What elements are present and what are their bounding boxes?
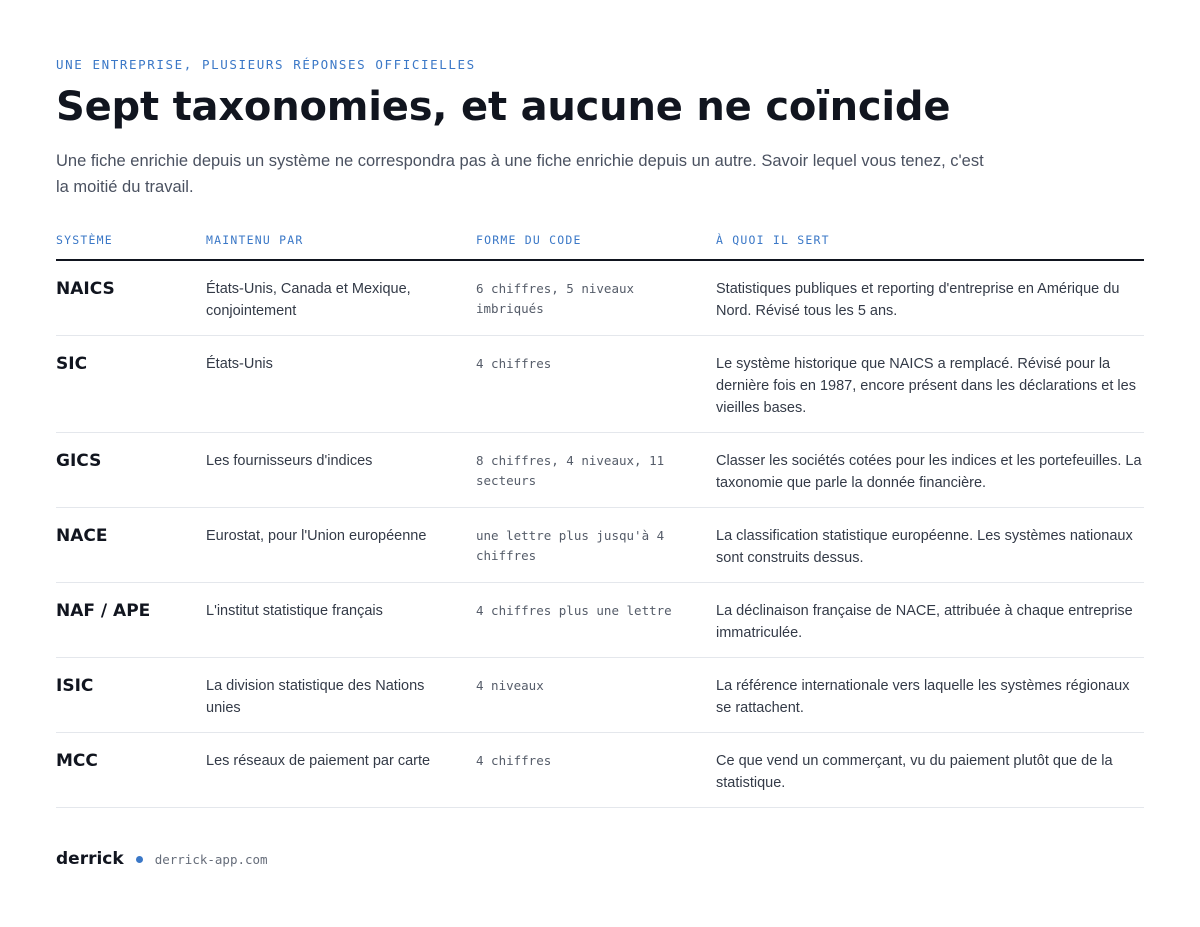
table-row: [56, 336, 1144, 433]
code-format: 4 chiffres plus une lettre: [476, 603, 672, 618]
separator-dot-icon: [136, 856, 143, 863]
maintainer: L'institut statistique français: [206, 603, 383, 619]
table-row: [56, 508, 1144, 583]
purpose: Le système historique que NAICS a remplacé. Révisé pour la dernière fois en 1987, encore présent dans les déclarations et les vieilles bases.: [716, 356, 1136, 416]
purpose: Statistiques publiques et reporting d'entreprise en Amérique du Nord. Révisé tous les 5 ans.: [716, 281, 1120, 319]
purpose: Ce que vend un commerçant, vu du paiement plutôt que de la statistique.: [716, 753, 1113, 791]
footer: [56, 849, 268, 869]
maintainer: La division statistique des Nations unies: [206, 678, 425, 716]
table-row: [56, 433, 1144, 508]
system-name: GICS: [56, 451, 102, 471]
purpose: La référence internationale vers laquelle les systèmes régionaux se rattachent.: [716, 678, 1130, 716]
column-header-code: FORME DU CODE: [476, 233, 582, 247]
system-name: NACE: [56, 526, 108, 546]
column-header-maintainer: MAINTENU PAR: [206, 233, 304, 247]
code-format: 4 niveaux: [476, 678, 544, 693]
code-format: 4 chiffres: [476, 356, 552, 371]
site-url[interactable]: derrick-app.com: [154, 851, 268, 867]
code-format: 4 chiffres: [476, 753, 552, 768]
purpose: Classer les sociétés cotées pour les indices et les portefeuilles. La taxonomie que parle la donnée financière.: [716, 453, 1142, 491]
table-row: [56, 261, 1144, 336]
brand-logo: derrick: [56, 849, 124, 869]
maintainer: Eurostat, pour l'Union européenne: [206, 528, 427, 544]
system-name: MCC: [56, 751, 98, 771]
system-name: SIC: [56, 354, 88, 374]
column-header-system: SYSTÈME: [56, 233, 113, 247]
maintainer: États-Unis, Canada et Mexique, conjointement: [206, 281, 411, 319]
purpose: La classification statistique européenne. Les systèmes nationaux sont construits dessus.: [716, 528, 1133, 566]
eyebrow: UNE ENTREPRISE, PLUSIEURS RÉPONSES OFFICIELLES: [56, 57, 476, 72]
table-row: [56, 658, 1144, 733]
code-format: 6 chiffres, 5 niveaux imbriqués: [476, 281, 635, 316]
code-format: 8 chiffres, 4 niveaux, 11 secteurs: [476, 453, 665, 488]
code-format: une lettre plus jusqu'à 4 chiffres: [476, 528, 665, 563]
purpose: La déclinaison française de NACE, attribuée à chaque entreprise immatriculée.: [716, 603, 1133, 641]
maintainer: Les réseaux de paiement par carte: [206, 753, 431, 769]
column-header-purpose: À QUOI IL SERT: [716, 233, 830, 247]
page-subtitle: Une fiche enrichie depuis un système ne correspondra pas à une fiche enrichie depuis un autre. Savoir lequel vous tenez, c'est la moitié du travail.: [56, 152, 984, 196]
table-header: [56, 229, 1144, 261]
page-title: Sept taxonomies, et aucune ne coïncide: [56, 84, 951, 130]
table-row: [56, 733, 1144, 808]
system-name: ISIC: [56, 676, 94, 696]
system-name: NAICS: [56, 279, 115, 299]
table-row: [56, 583, 1144, 658]
system-name: NAF / APE: [56, 601, 151, 621]
maintainer: États-Unis: [206, 356, 273, 372]
maintainer: Les fournisseurs d'indices: [206, 453, 373, 469]
taxonomy-table: [56, 229, 1144, 808]
